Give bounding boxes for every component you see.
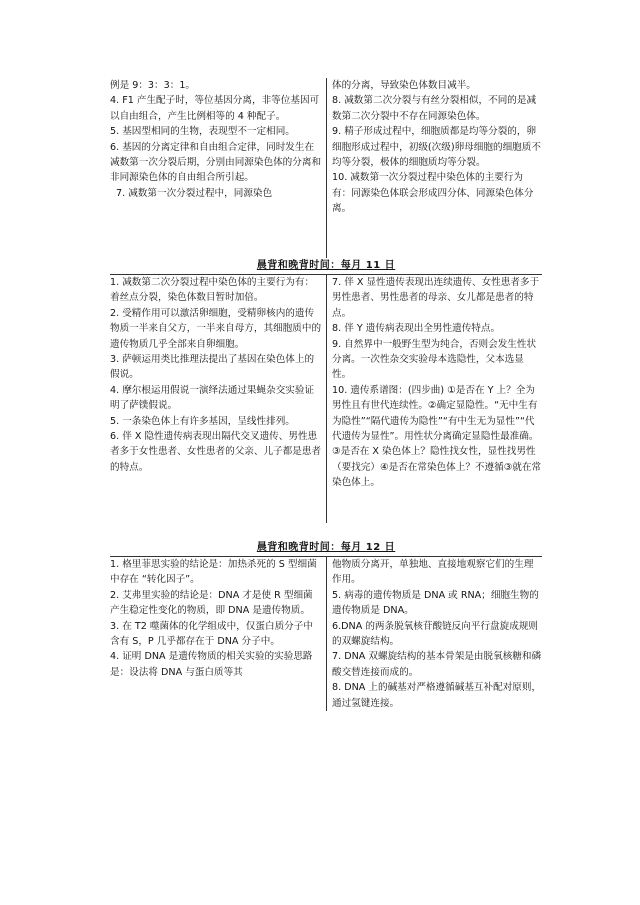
section-2: [110, 274, 542, 523]
paragraph: 3. 萨顿运用类比推理法提出了基因在染色体上的假说。: [110, 354, 315, 381]
paragraph: 2. 艾弗里实验的结论是：DNA 才是使 R 型细菌产生稳定性变化的物质，即 DNA 是遗传物质。: [110, 589, 313, 617]
paragraph: 9. 精子形成过程中，细胞质都是均等分裂的，卵细胞形成过程中，初级(次级)卵母细胞的细胞质不均等分裂，极体的细胞质均等分裂。: [332, 126, 541, 169]
paragraph: 10. 遗传系谱图：(四步曲) ①是否在 Y 上？全为男性且有世代连续性。②确定显隐性。“无中生有为隐性”“隔代遗传为隐性”“有中生无为显性”“代代遗传为显性”。用性状分离确定显隐性最准确。③是否在 X 染色体上？隐性找女性，显性找男性（要找完）④是否在常染色体上？不遵循③就在常染色体上。: [332, 384, 542, 489]
paragraph: 5. 一条染色体上有许多基因，呈线性排列。: [110, 415, 295, 427]
paragraph: 7. DNA 双螺旋结构的基本骨架是由脱氧核糖和磷酸交替连接而成的。: [332, 651, 542, 678]
paragraph: 8. DNA 上的碱基对严格遵循碱基互补配对原则，通过氢键连接。: [332, 682, 542, 709]
spacer: [110, 523, 542, 540]
paragraph: 他物质分离开，单独地、直接地观察它们的生理作用。: [332, 559, 534, 586]
section-heading-day-11: 晨背和晚背时间：每月 11 日: [256, 260, 396, 271]
paragraph: 6.DNA 的两条脱氧核苷酸链反向平行盘旋成规则的双螺旋结构。: [332, 620, 539, 648]
section-3-right-column: [326, 557, 542, 711]
section-3: [110, 556, 542, 711]
paragraph: 7. 减数第一次分裂过程中，同源染色: [116, 187, 273, 199]
paragraph: 6. 基因的分离定律和自由组合定律，同时发生在减数第一次分裂后期，分别由同源染色体的分离和非同源染色体的自由组合所引起。: [110, 141, 322, 184]
paragraph: 5. 病毒的遗传物质是 DNA 或 RNA；细胞生物的遗传物质是 DNA。: [332, 589, 539, 617]
paragraph: 体的分离，导致染色体数目减半。: [332, 80, 476, 91]
paragraph: 9. 自然界中一般野生型为纯合，否则会发生性状分离。一次性杂交实验母本选隐性，父本选显性。: [332, 338, 537, 381]
section-3-left-column: [110, 557, 326, 711]
section-1-left-column: [110, 78, 326, 258]
paragraph: 4. 证明 DNA 是遗传物质的相关实验的实验思路是：设法将 DNA 与蛋白质等其: [110, 651, 313, 678]
paragraph: 10. 减数第一次分裂过程中染色体的主要行为有：同源染色体联会形成四分体、同源染色体分离。: [332, 172, 534, 215]
paragraph: 1. 减数第二次分裂过程中染色体的主要行为有：着丝点分裂，染色体数目暂时加倍。: [110, 277, 315, 304]
paragraph: 5. 基因型相同的生物，表现型不一定相同。: [110, 126, 295, 138]
paragraph: 7. 伴 X 显性遗传表现出连续遗传、女性患者多于男性患者、男性患者的母亲、女儿都是患者的特点。: [332, 277, 540, 319]
section-1-right-column: [326, 78, 542, 258]
paragraph: 2. 受精作用可以激活卵细胞，受精卵核内的遗传物质一半来自父方，一半来自母方，其细胞质中的遗传物质几乎全部来自卵细胞。: [110, 307, 322, 350]
section-heading-day-12: 晨背和晚背时间：每月 12 日: [256, 542, 396, 553]
paragraph: 1. 格里菲思实验的结论是：加热杀死的 S 型细菌中存在 “转化因子”。: [110, 559, 317, 586]
paragraph: 例是 9：3：3：1。: [110, 80, 196, 91]
paragraph: 3. 在 T2 噬菌体的化学组成中，仅蛋白质分子中含有 S，P 几乎都存在于 DNA 分子中。: [110, 620, 313, 648]
section-1: [110, 78, 542, 258]
paragraph: 8. 减数第二次分裂与有丝分裂相似，不同的是减数第二次分裂中不存在同源染色体。: [332, 95, 537, 122]
section-2-right-column: [326, 275, 542, 523]
paragraph: 4. F1 产生配子时，等位基因分离，非等位基因可以自由组合，产生比例相等的 4 种配子。: [110, 95, 320, 122]
paragraph: 8. 伴 Y 遗传病表现出全男性遗传特点。: [332, 323, 501, 335]
document-page: [110, 78, 542, 711]
paragraph: 6. 伴 X 隐性遗传病表现出隔代交叉遗传、男性患者多于女性患者、女性患者的父亲、儿子都是患者的特点。: [110, 431, 322, 473]
paragraph: 4. 摩尔根运用假说一演绎法通过果蝇杂交实验证明了萨镤假说。: [110, 384, 315, 412]
section-2-left-column: [110, 275, 326, 523]
